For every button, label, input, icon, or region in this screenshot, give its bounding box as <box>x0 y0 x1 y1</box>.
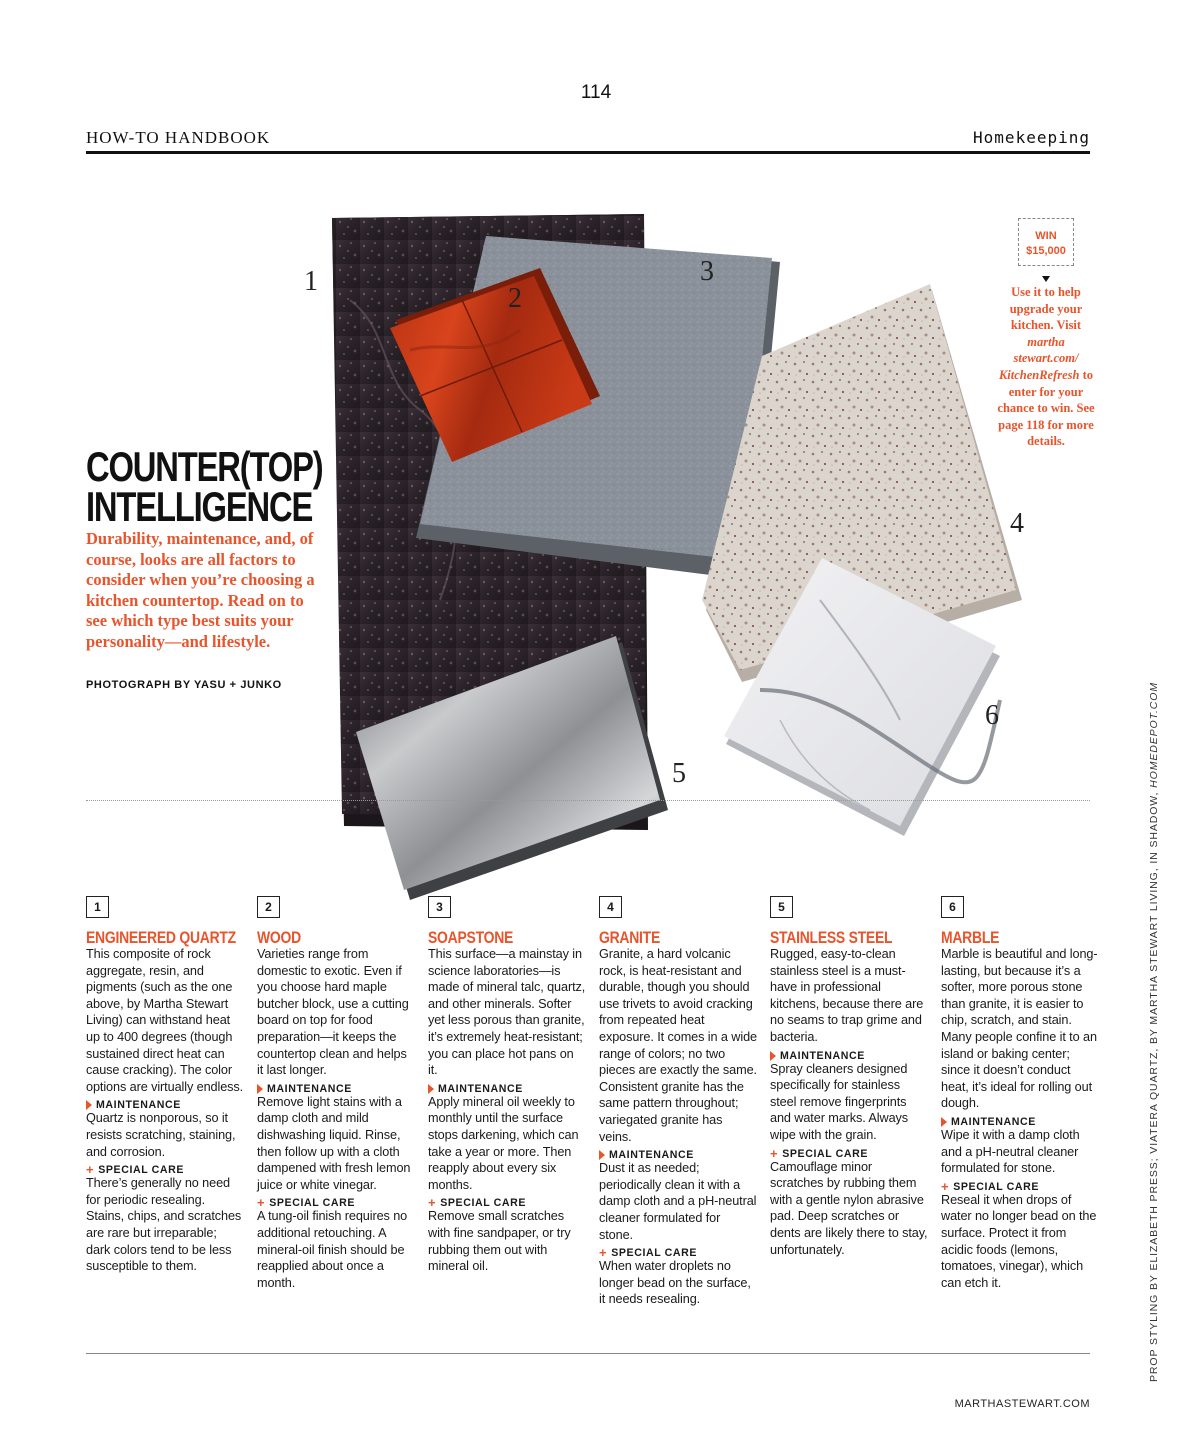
promo-badge-line-2: $15,000 <box>1026 245 1066 257</box>
footer-url[interactable]: MARTHASTEWART.COM <box>954 1398 1090 1410</box>
promo-link[interactable]: martha stewart.com/ KitchenRefresh <box>998 334 1080 382</box>
maintenance-text: Wipe it with a damp cloth and a pH-neutral cleaner formulated for stone. <box>941 1127 1080 1176</box>
special-care-text: Reseal it when drops of water no longer bead on the surface. Protect it from acidic foods (lemons, tomatoes, vinegar), which can etch it. <box>941 1192 1097 1290</box>
special-care-label: SPECIAL CARE <box>269 1197 356 1210</box>
section-tag: Homekeeping <box>973 128 1090 147</box>
column-title: WOOD <box>257 928 301 947</box>
special-care-label: SPECIAL CARE <box>953 1180 1040 1193</box>
plus-icon: + <box>941 1178 950 1194</box>
promo-badge <box>1018 218 1074 266</box>
special-care-label: SPECIAL CARE <box>611 1247 698 1260</box>
down-arrow-icon <box>1042 276 1050 282</box>
column-wood <box>257 896 415 1291</box>
maintenance-label: MAINTENANCE <box>951 1115 1036 1128</box>
column-stainless-steel <box>770 896 928 1258</box>
column-number: 4 <box>599 896 622 918</box>
plus-icon: + <box>770 1145 779 1161</box>
maintenance-label: MAINTENANCE <box>438 1082 523 1095</box>
plus-icon: + <box>599 1245 608 1261</box>
triangle-icon <box>428 1084 434 1094</box>
column-number: 3 <box>428 896 451 918</box>
maintenance-label: MAINTENANCE <box>267 1082 352 1095</box>
side-credit <box>1148 682 1160 1382</box>
headline-line-1: COUNTER(TOP) <box>86 443 323 490</box>
section-label: HOW-TO HANDBOOK <box>86 128 271 147</box>
column-body: This composite of rock aggregate, resin, and pigments (such as the one above, by Martha Stewart Living) can withstand heat up to 400 degrees (though sustained direct heat can cause cracking). The color options are virtually endless. <box>86 947 244 1094</box>
deck: Durability, maintenance, and, of course, looks are all factors to consider when you’re choosing a kitchen countertop. Read on to see which type best suits your personality—and lifestyle. <box>86 529 315 651</box>
side-credit-text: PROP STYLING BY ELIZABETH PRESS; VIATERA QUARTZ, BY MARTHA STEWART LIVING, IN SHADOW, <box>1148 787 1160 1382</box>
side-credit-link[interactable]: HOMEDEPOT.COM <box>1148 682 1160 788</box>
column-title: GRANITE <box>599 928 661 947</box>
promo-text <box>994 284 1098 450</box>
headline-line-2: INTELLIGENCE <box>86 483 313 530</box>
column-number: 6 <box>941 896 964 918</box>
photo-number-2: 2 <box>508 283 522 314</box>
maintenance-text: Quartz is nonporous, so it resists scratching, staining, and corrosion. <box>86 1111 236 1159</box>
plus-icon: + <box>257 1195 266 1211</box>
special-care-text: Remove small scratches with fine sandpaper, or try rubbing them out with mineral oil. <box>428 1209 571 1274</box>
bottom-rule <box>86 1353 1090 1354</box>
column-title: MARBLE <box>941 928 1000 947</box>
maintenance-label: MAINTENANCE <box>609 1149 694 1162</box>
column-body: Marble is beautiful and long-lasting, but because it’s a softer, more porous stone than granite, it is easier to chip, scratch, and stain. Many people confine it to an island or baking center; since it doesn’t conduct heat, it’s ideal for rolling out dough. <box>941 947 1098 1111</box>
column-marble <box>941 896 1099 1291</box>
column-body: Rugged, easy-to-clean stainless steel is a must-have in professional kitchens, because there are no seams to trap grime and bacteria. <box>770 947 924 1044</box>
headline <box>86 443 323 530</box>
triangle-icon <box>86 1100 92 1110</box>
special-care-text: Camouflage minor scratches by rubbing them with a gentle nylon abrasive pad. Deep scratches or dents are likely there to stay, unfortunately. <box>770 1159 928 1257</box>
column-granite <box>599 896 757 1308</box>
column-body: Granite, a hard volcanic rock, is heat-resistant and durable, though you should use trivets to avoid cracking from repeated heat exposure. It comes in a wide range of colors; no two pieces are exactly the same. Consistent granite has the same pattern throughout; variegated granite has veins. <box>599 947 757 1144</box>
column-title: SOAPSTONE <box>428 928 514 947</box>
page-number: 114 <box>580 82 612 103</box>
triangle-icon <box>599 1150 605 1160</box>
special-care-text: A tung-oil finish requires no additional retouching. A mineral-oil finish should be reapplied about once a month. <box>257 1209 408 1290</box>
promo-text-1: Use it to help upgrade your kitchen. Visit <box>1009 285 1083 333</box>
photo-number-5: 5 <box>672 758 686 789</box>
column-title: ENGINEERED QUARTZ <box>86 928 236 947</box>
maintenance-label: MAINTENANCE <box>780 1049 865 1062</box>
plus-icon: + <box>428 1195 437 1211</box>
dotted-divider <box>86 800 1090 801</box>
triangle-icon <box>257 1084 263 1094</box>
photo-number-3: 3 <box>700 256 714 287</box>
column-body: Varieties range from domestic to exotic. Even if you choose hard maple butcher block, use a cutting board on top for food preparation—it keeps the countertop clean and helps it last longer. <box>257 947 409 1078</box>
triangle-icon <box>770 1051 776 1061</box>
special-care-text: When water droplets no longer bead on the surface, it needs resealing. <box>599 1259 751 1307</box>
plus-icon: + <box>86 1162 95 1178</box>
special-care-label: SPECIAL CARE <box>440 1197 527 1210</box>
column-number: 2 <box>257 896 280 918</box>
column-engineered-quartz <box>86 896 244 1275</box>
special-care-label: SPECIAL CARE <box>98 1164 185 1177</box>
maintenance-text: Remove light stains with a damp cloth and mild dishwashing liquid. Rinse, then follow up with a cloth dampened with fresh lemon juice or white vinegar. <box>257 1094 411 1192</box>
promo-badge-line-1: WIN <box>1035 230 1057 242</box>
maintenance-text: Spray cleaners designed specifically for stainless steel remove fingerprints and water marks. Always wipe with the grain. <box>770 1061 909 1142</box>
special-care-label: SPECIAL CARE <box>782 1147 869 1160</box>
maintenance-label: MAINTENANCE <box>96 1099 181 1112</box>
triangle-icon <box>941 1117 947 1127</box>
photo-credit: PHOTOGRAPH BY YASU + JUNKO <box>86 679 282 691</box>
column-soapstone <box>428 896 586 1275</box>
special-care-text: There’s generally no need for periodic resealing. Stains, chips, and scratches are rare but irreparable; dark colors tend to be less susceptible to them. <box>86 1176 242 1274</box>
photo-number-1: 1 <box>304 266 318 297</box>
column-number: 5 <box>770 896 793 918</box>
promo-sidebar <box>994 218 1098 450</box>
column-title: STAINLESS STEEL <box>770 928 893 947</box>
column-body: This surface—a mainstay in science laboratories—is made of mineral talc, quartz, and other minerals. Softer yet less porous than granite, it’s extremely heat-resistant; you can place hot pans on it. <box>428 947 586 1078</box>
maintenance-text: Apply mineral oil weekly to monthly until the surface stops darkening, which can take a year or more. Then reapply about every six months. <box>428 1094 579 1192</box>
column-number: 1 <box>86 896 109 918</box>
photo-number-4: 4 <box>1010 508 1024 539</box>
promo-text-2: to enter for your chance to win. See page 118 for more details. <box>997 367 1095 449</box>
maintenance-text: Dust it as needed; periodically clean it with a damp cloth and a pH-neutral cleaner formulated for stone. <box>599 1161 757 1242</box>
photo-number-6: 6 <box>985 700 999 731</box>
